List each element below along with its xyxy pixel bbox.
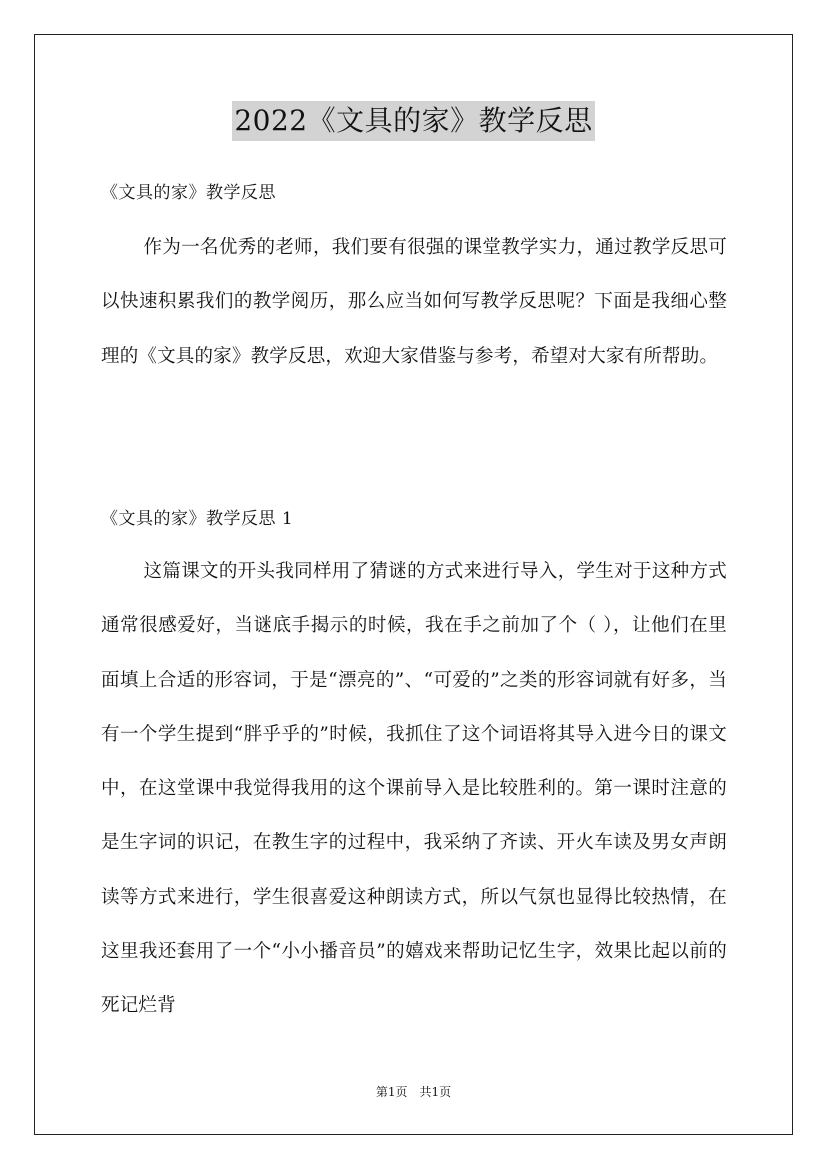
section-heading-1: 《文具的家》教学反思 1 bbox=[101, 509, 294, 529]
document-title: 2022《文具的家》教学反思 bbox=[232, 101, 594, 141]
document-title-wrapper bbox=[0, 101, 827, 141]
reflection-paragraph-1: 这篇课文的开头我同样用了猜谜的方式来进行导入，学生对于这种方式通常很感爱好，当谜底手揭示的时候，我在手之前加了个（ ），让他们在里面填上合适的形容词，于是“漂亮的”、“可爱的”之类的形容词就有好多，当有一个学生提到“胖乎乎的”时候，我抓住了这个词语将其导入进今日的课文中，在这堂课中我觉得我用的这个课前导入是比较胜利的。第一课时注意的是生字词的识记，在教生字的过程中，我采纳了齐读、开火车读及男女声朗读等方式来进行，学生很喜爱这种朗读方式，所以气氛也显得比较热情，在这里我还套用了一个“小小播音员”的嬉戏来帮助记忆生字，效果比起以前的死记烂背 bbox=[101, 561, 727, 1017]
section-heading-intro: 《文具的家》教学反思 bbox=[101, 183, 276, 203]
page-footer: 第1页 共1页 bbox=[375, 1085, 452, 1099]
intro-paragraph: 作为一名优秀的老师，我们要有很强的课堂教学实力，通过教学反思可以快速积累我们的教学阅历，那么应当如何写教学反思呢？下面是我细心整理的《文具的家》教学反思，欢迎大家借鉴与参考，希望对大家有所帮助。 bbox=[101, 237, 727, 367]
